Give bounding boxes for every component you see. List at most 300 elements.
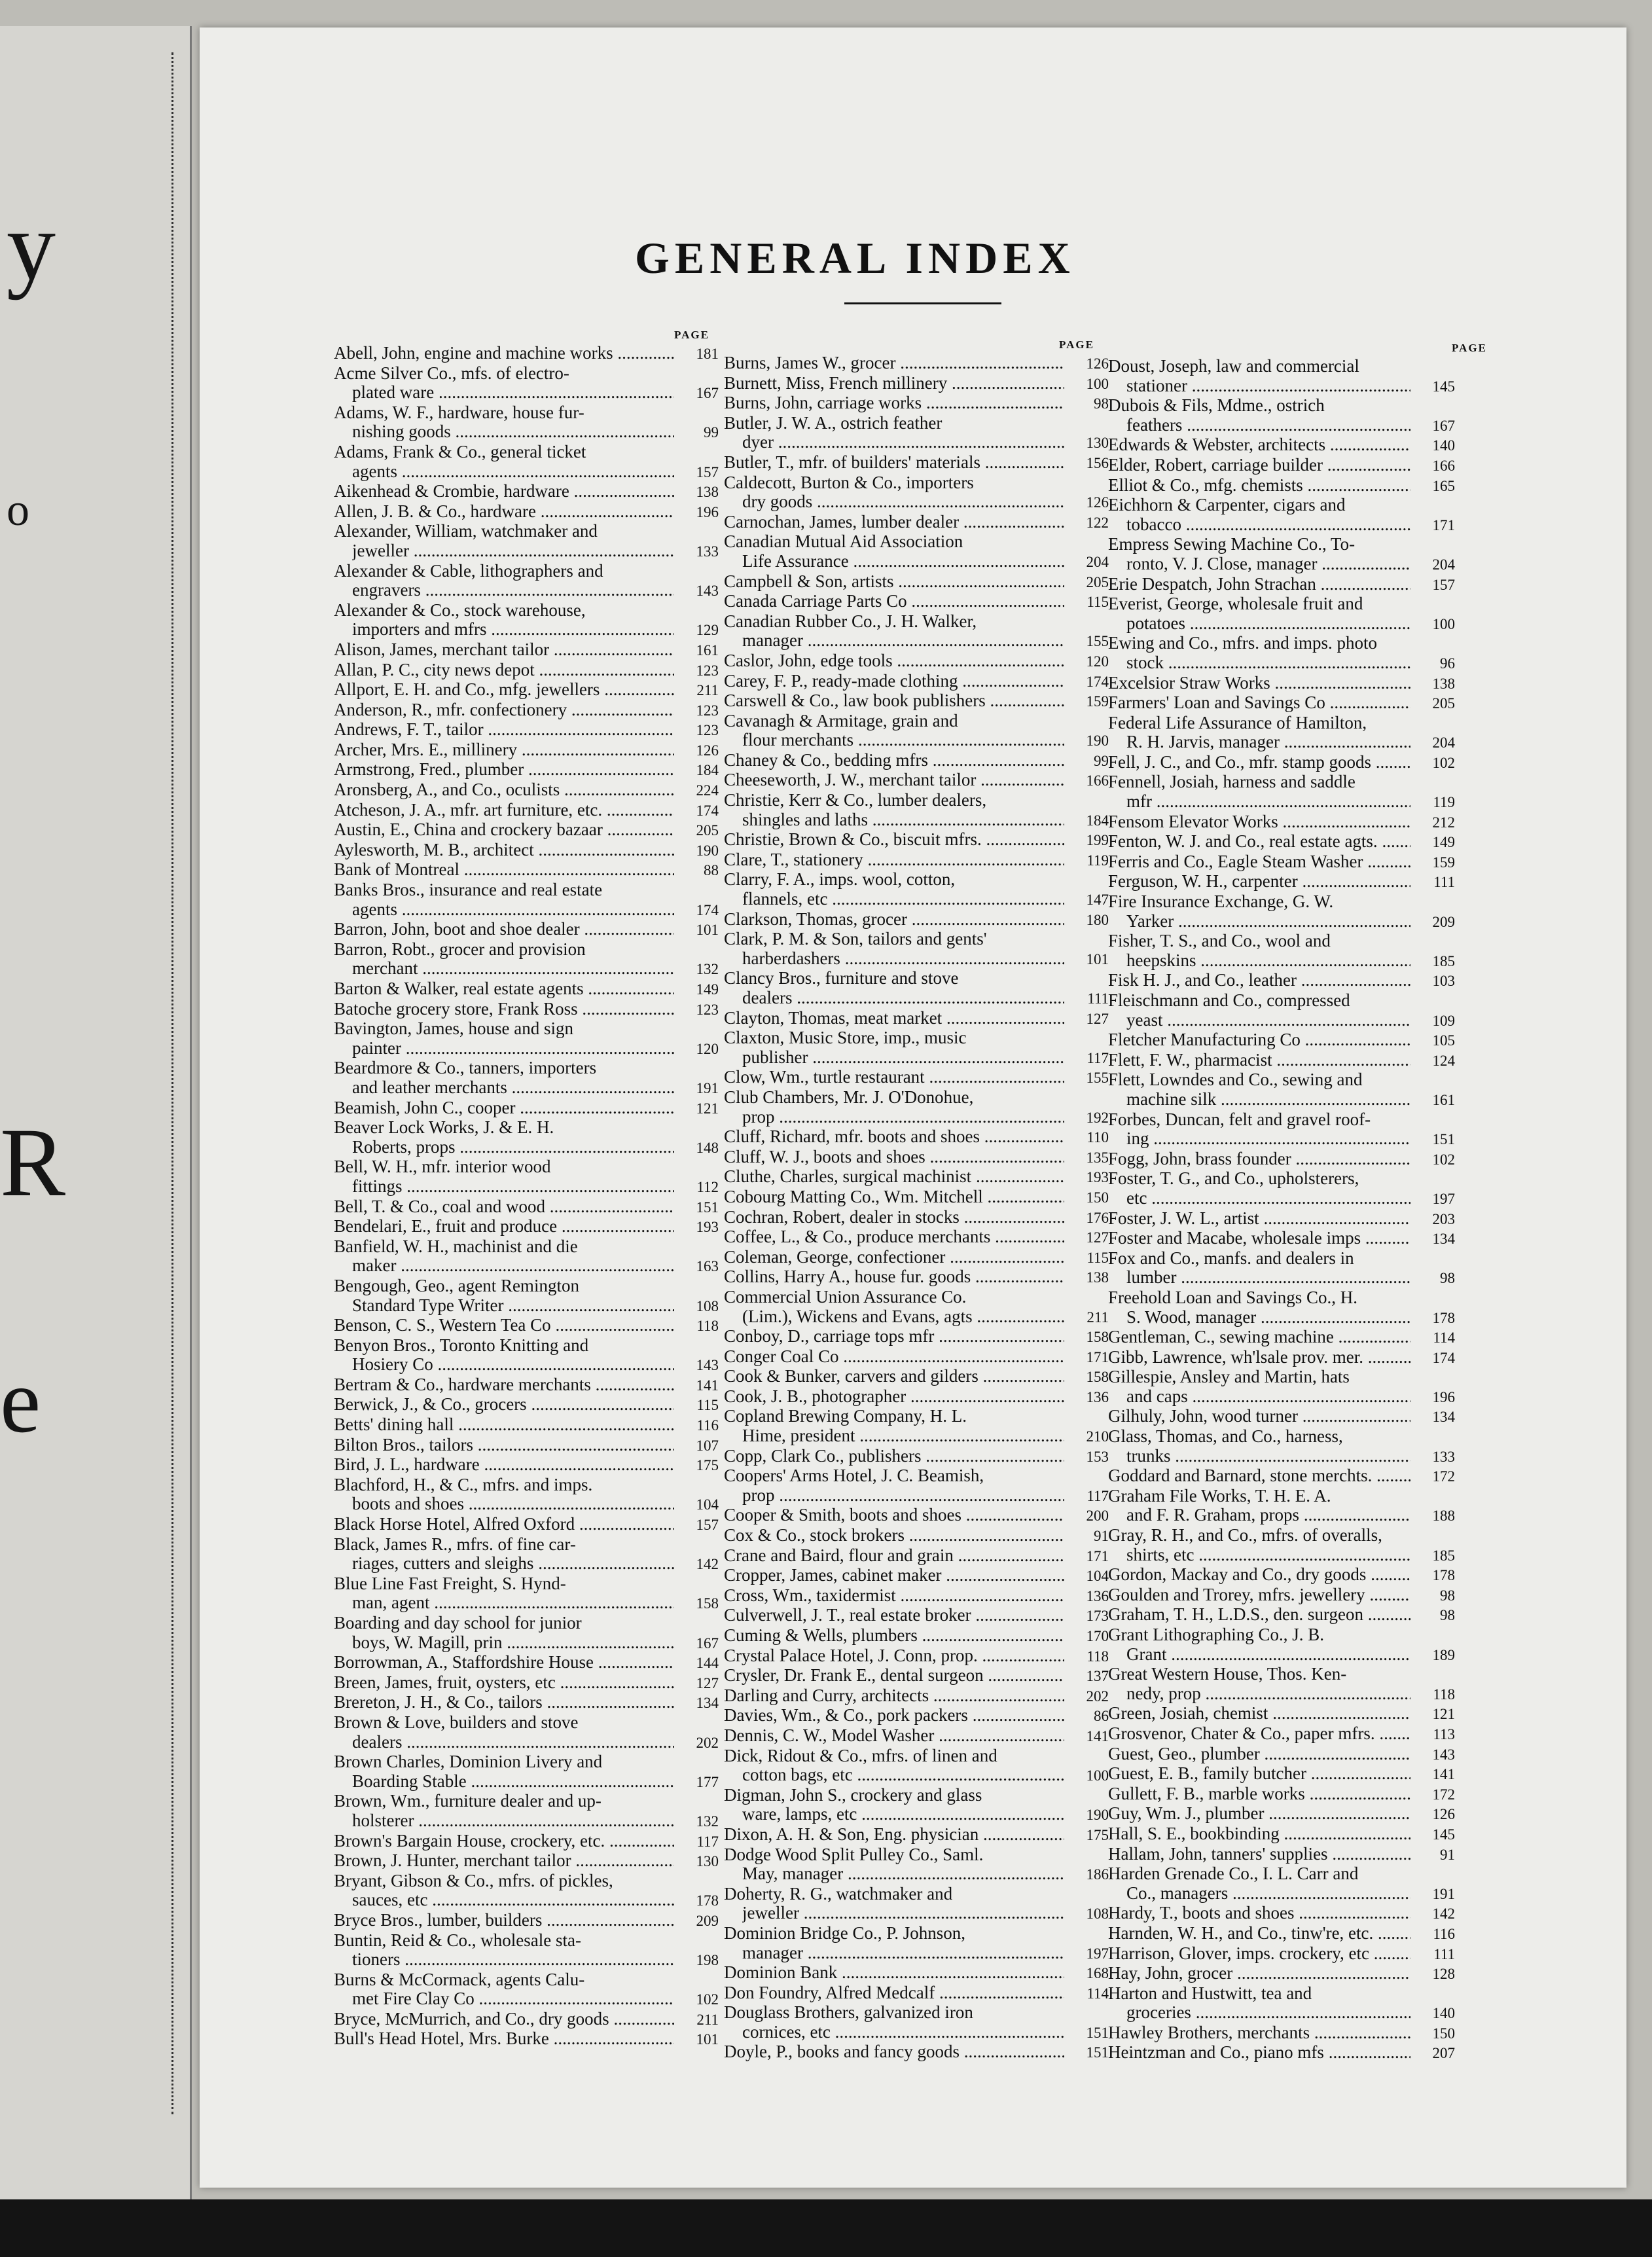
index-entry <box>1108 435 1455 456</box>
entry-name: Empress Sewing Machine Co., To- <box>1108 534 1356 554</box>
index-entry <box>334 1138 719 1158</box>
entry-name: Fleischmann and Co., compressed <box>1108 990 1350 1010</box>
entry-name: Bengough, Geo., agent Remington <box>334 1275 579 1295</box>
entry-name: Caslor, John, edge tools ..... <box>724 651 1064 671</box>
entry-name: Dodge Wood Split Pulley Co., Saml. <box>724 1844 984 1864</box>
entry-name: Cook, J. B., photographer ..... <box>724 1387 1064 1407</box>
entry-page-number: 196 <box>696 503 719 520</box>
entry-name: Ewing and Co., mfrs. and imps. photo <box>1108 633 1377 653</box>
index-entry <box>334 780 719 801</box>
entry-page-number: 175 <box>1086 1826 1109 1843</box>
entry-page-number: 185 <box>1432 1547 1455 1564</box>
index-entry <box>334 1256 719 1276</box>
entry-page-number: 156 <box>1086 454 1109 471</box>
entry-name: boots and shoes ..... <box>352 1494 674 1514</box>
entry-name: Claxton, Music Store, imp., music <box>724 1028 967 1048</box>
entry-name: Hallam, John, tanners' supplies ..... <box>1108 1845 1410 1864</box>
entry-name: prop ..... <box>742 1108 1064 1127</box>
entry-name: Burns & McCormack, agents Calu- <box>334 1969 585 1989</box>
index-entry <box>724 1327 1109 1347</box>
index-entry <box>1108 1268 1455 1288</box>
entry-page-number: 151 <box>696 1199 719 1216</box>
index-entry <box>334 2029 719 2049</box>
entry-page-number: 112 <box>696 1178 719 1195</box>
entry-page-number: 159 <box>1086 693 1109 710</box>
index-entry <box>334 1851 719 1871</box>
index-entry <box>724 1288 1109 1307</box>
index-entry <box>724 353 1109 374</box>
entry-name: Dominion Bank ..... <box>724 1963 1064 1983</box>
entry-name: Adams, W. F., hardware, house fur- <box>334 402 584 422</box>
entry-page-number: 153 <box>1086 1448 1109 1465</box>
entry-name: Beaver Lock Works, J. & E. H. <box>334 1117 554 1138</box>
index-entry <box>1108 1585 1455 1606</box>
entry-page-number: 99 <box>1094 752 1109 769</box>
entry-page-number: 96 <box>1440 655 1455 672</box>
index-entry <box>1108 1964 1455 1984</box>
entry-name: shingles and laths ..... <box>742 810 1064 830</box>
entry-name: and caps ..... <box>1126 1387 1410 1407</box>
entry-name: Ferris and Co., Eagle Steam Washer ..... <box>1108 852 1410 872</box>
entry-page-number: 127 <box>1086 1229 1109 1246</box>
index-entry <box>1108 931 1455 951</box>
entry-page-number: 171 <box>1432 516 1455 533</box>
entry-name: Canadian Mutual Aid Association <box>724 532 963 552</box>
entry-name: Gordon, Mackay and Co., dry goods ..... <box>1108 1565 1410 1585</box>
entry-name: ing ..... <box>1126 1129 1410 1149</box>
entry-page-number: 115 <box>1086 594 1109 611</box>
entry-name: Co., managers ..... <box>1126 1884 1410 1904</box>
entry-name: Hardy, T., boots and shoes ..... <box>1108 1904 1410 1923</box>
entry-page-number: 155 <box>1086 633 1109 650</box>
entry-page-number: 116 <box>1433 1925 1455 1942</box>
index-entry <box>724 1108 1109 1128</box>
entry-name: Club Chambers, Mr. J. O'Donohue, <box>724 1087 974 1107</box>
index-entry <box>724 552 1109 572</box>
entry-page-number: 138 <box>696 484 719 501</box>
index-entry <box>334 1931 719 1951</box>
entry-name: Coleman, George, confectioner ..... <box>724 1248 1064 1267</box>
index-entry <box>1108 1704 1455 1724</box>
entry-name: Yarker ..... <box>1126 912 1410 931</box>
entry-name: Buntin, Reid & Co., wholesale sta- <box>334 1930 581 1950</box>
entry-page-number: 212 <box>1432 814 1455 831</box>
index-entry <box>334 601 719 621</box>
index-entry <box>334 422 719 442</box>
index-entry <box>1108 1129 1455 1149</box>
index-entry <box>1108 456 1455 476</box>
page-column-header: PAGE <box>1059 338 1094 351</box>
index-entry <box>724 631 1109 651</box>
entry-name: cotton bags, etc ..... <box>742 1765 1064 1785</box>
entry-name: Beardmore & Co., tanners, importers <box>334 1058 597 1078</box>
entry-name: Abell, John, engine and machine works ..... <box>334 344 674 363</box>
entry-name: Blue Line Fast Freight, S. Hynd- <box>334 1573 566 1593</box>
entry-name: Bank of Montreal ..... <box>334 860 674 880</box>
entry-name: Goddard and Barnard, stone merchts. ..... <box>1108 1466 1410 1486</box>
entry-name: Cluthe, Charles, surgical machinist ..... <box>724 1167 1064 1187</box>
index-entry <box>1108 1665 1455 1684</box>
entry-name: Fogg, John, brass founder ..... <box>1108 1149 1410 1169</box>
entry-name: Clow, Wm., turtle restaurant ..... <box>724 1068 1064 1087</box>
entry-page-number: 134 <box>1432 1231 1455 1248</box>
entry-name: Great Western House, Thos. Ken- <box>1108 1664 1347 1684</box>
index-entry <box>1108 1984 1455 2004</box>
entry-page-number: 100 <box>1086 375 1109 392</box>
entry-name: Brown's Bargain House, crockery, etc. ..... <box>334 1832 674 1851</box>
index-entry <box>724 1367 1109 1387</box>
entry-name: Life Assurance ..... <box>742 552 1064 571</box>
entry-name: etc ..... <box>1126 1189 1410 1208</box>
entry-name: Betts' dining hall ..... <box>334 1415 674 1435</box>
index-entry <box>724 1048 1109 1068</box>
entry-page-number: 168 <box>1086 1965 1109 1982</box>
index-entry <box>724 1526 1109 1546</box>
entry-name: Armstrong, Fred., plumber ..... <box>334 760 674 780</box>
entry-page-number: 174 <box>696 901 719 918</box>
entry-name: Crysler, Dr. Frank E., dental surgeon ..... <box>724 1666 1064 1686</box>
entry-name: mfr ..... <box>1126 792 1410 812</box>
index-entry <box>724 969 1109 988</box>
entry-page-number: 135 <box>1086 1149 1109 1166</box>
entry-page-number: 102 <box>1432 754 1455 771</box>
entry-page-number: 158 <box>1086 1369 1109 1386</box>
entry-name: manager ..... <box>742 631 1064 651</box>
index-entry <box>724 532 1109 552</box>
entry-name: Fisk H. J., and Co., leather ..... <box>1108 971 1410 990</box>
entry-page-number: 166 <box>1086 772 1109 789</box>
entry-page-number: 113 <box>1433 1725 1455 1742</box>
index-entry <box>334 1118 719 1138</box>
entry-page-number: 149 <box>696 981 719 998</box>
index-entry <box>724 1248 1109 1268</box>
entry-page-number: 124 <box>1432 1052 1455 1069</box>
facing-page-fragment: R <box>0 1108 66 1217</box>
entry-page-number: 205 <box>1086 573 1109 590</box>
index-entry <box>334 1019 719 1039</box>
entry-page-number: 118 <box>1433 1686 1455 1703</box>
entry-name: Goulden and Trorey, mfrs. jewellery ..... <box>1108 1585 1410 1605</box>
entry-page-number: 174 <box>1086 673 1109 690</box>
entry-page-number: 118 <box>696 1318 719 1335</box>
index-entry <box>334 640 719 660</box>
index-entry <box>334 1673 719 1693</box>
entry-page-number: 209 <box>1432 913 1455 930</box>
entry-name: Roberts, props ..... <box>352 1138 674 1157</box>
index-entry <box>724 949 1109 969</box>
entry-name: Green, Josiah, chemist ..... <box>1108 1704 1410 1724</box>
index-entry <box>334 920 719 940</box>
index-entry <box>724 910 1109 930</box>
index-entry <box>724 1864 1109 1885</box>
index-entry <box>334 1098 719 1119</box>
index-entry <box>1108 575 1455 595</box>
entry-name: R. H. Jarvis, manager ..... <box>1126 732 1410 752</box>
entry-name: agents ..... <box>352 900 674 920</box>
index-entry <box>334 541 719 562</box>
index-entry <box>334 1415 719 1435</box>
index-entry <box>334 1733 719 1753</box>
entry-name: Harden Grenade Co., I. L. Carr and <box>1108 1864 1359 1884</box>
entry-page-number: 115 <box>1086 1249 1109 1266</box>
entry-name: Cook & Bunker, carvers and gilders ..... <box>724 1367 1064 1386</box>
index-entry <box>334 760 719 780</box>
entry-name: Bird, J. L., hardware ..... <box>334 1455 674 1475</box>
entry-name: Cochran, Robert, dealer in stocks ..... <box>724 1208 1064 1227</box>
entry-name: Cuming & Wells, plumbers ..... <box>724 1626 1064 1646</box>
entry-name: Guy, Wm. J., plumber ..... <box>1108 1804 1410 1824</box>
index-entry <box>1108 1904 1455 1924</box>
index-entry <box>334 1653 719 1673</box>
index-entry <box>1108 1447 1455 1467</box>
index-entry <box>1108 991 1455 1011</box>
entry-name: Atcheson, J. A., mfr. art furniture, etc. ..... <box>334 801 674 820</box>
entry-page-number: 178 <box>696 1892 719 1909</box>
index-entry <box>334 740 719 761</box>
entry-name: Fox and Co., manfs. and dealers in <box>1108 1248 1354 1268</box>
index-entry <box>724 691 1109 712</box>
index-entry <box>334 1989 719 2010</box>
entry-page-number: 116 <box>696 1417 719 1434</box>
entry-name: S. Wood, manager ..... <box>1126 1308 1410 1327</box>
entry-name: Grant Lithographing Co., J. B. <box>1108 1625 1324 1644</box>
entry-name: Black Horse Hotel, Alfred Oxford ..... <box>334 1515 674 1534</box>
entry-page-number: 166 <box>1432 457 1455 474</box>
entry-page-number: 126 <box>696 742 719 759</box>
entry-name: Coopers' Arms Hotel, J. C. Beamish, <box>724 1466 984 1486</box>
index-entry <box>724 1885 1109 1904</box>
entry-page-number: 175 <box>696 1457 719 1474</box>
index-entry <box>1108 971 1455 991</box>
entry-name: Collins, Harry A., house fur. goods ..... <box>724 1267 1064 1287</box>
index-entry <box>1108 832 1455 852</box>
entry-page-number: 190 <box>1086 732 1109 749</box>
entry-name: dry goods ..... <box>742 492 1064 512</box>
index-entry <box>334 1494 719 1515</box>
entry-page-number: 224 <box>696 782 719 799</box>
index-entry <box>334 1157 719 1177</box>
entry-page-number: 127 <box>1086 1010 1109 1027</box>
entry-name: and leather merchants ..... <box>352 1078 674 1098</box>
facing-page-fragment: e <box>0 1350 41 1452</box>
entry-name: and F. R. Graham, props ..... <box>1126 1506 1410 1525</box>
entry-page-number: 145 <box>1432 378 1455 395</box>
entry-name: Cropper, James, cabinet maker ..... <box>724 1566 1064 1585</box>
index-entry <box>724 1387 1109 1407</box>
entry-name: trunks ..... <box>1126 1447 1410 1466</box>
entry-page-number: 123 <box>696 1001 719 1018</box>
index-entry <box>334 1970 719 1990</box>
index-entry <box>724 513 1109 533</box>
entry-name: jeweller ..... <box>742 1904 1064 1923</box>
entry-page-number: 108 <box>1086 1905 1109 1923</box>
index-entry <box>334 1890 719 1911</box>
entry-name: nedy, prop ..... <box>1126 1684 1410 1704</box>
index-entry <box>1108 1189 1455 1209</box>
index-column-3 <box>1108 342 1487 2063</box>
entry-page-number: 143 <box>696 1357 719 1374</box>
index-entry <box>724 492 1109 513</box>
entry-page-number: 157 <box>696 463 719 480</box>
entry-page-number: 128 <box>1432 1966 1455 1983</box>
entry-name: Butler, T., mfr. of builders' materials ..... <box>724 453 1064 473</box>
entry-name: Foster and Macabe, wholesale imps ..... <box>1108 1229 1410 1248</box>
entry-page-number: 155 <box>1086 1070 1109 1087</box>
index-entry <box>334 1614 719 1633</box>
index-entry <box>334 1455 719 1475</box>
entry-page-number: 101 <box>696 2031 719 2048</box>
index-column-2 <box>724 338 1109 2063</box>
entry-page-number: 191 <box>1432 1885 1455 1902</box>
index-entry <box>1108 2023 1455 2044</box>
entry-page-number: 157 <box>1432 576 1455 593</box>
entry-page-number: 130 <box>1086 435 1109 452</box>
index-entry <box>1108 1824 1455 1845</box>
index-entry <box>724 2042 1109 2063</box>
index-entry <box>1108 792 1455 812</box>
index-entry <box>334 1058 719 1078</box>
entry-name: Culverwell, J. T., real estate broker ..... <box>724 1606 1064 1625</box>
entry-page-number: 202 <box>696 1734 719 1751</box>
entry-name: Hay, John, grocer ..... <box>1108 1964 1410 1983</box>
index-entry <box>724 810 1109 831</box>
index-entry <box>334 1593 719 1614</box>
entry-name: feathers ..... <box>1126 416 1410 435</box>
entry-name: harberdashers ..... <box>742 949 1064 969</box>
entry-name: Edwards & Webster, architects ..... <box>1108 435 1410 455</box>
entry-name: Elder, Robert, carriage builder ..... <box>1108 456 1410 475</box>
index-entry <box>334 462 719 482</box>
index-entry <box>1108 1030 1455 1051</box>
entry-name: Gillespie, Ansley and Martin, hats <box>1108 1367 1350 1387</box>
index-entry <box>1108 1784 1455 1805</box>
entry-name: Copp, Clark Co., publishers ..... <box>724 1447 1064 1466</box>
entry-page-number: 149 <box>1432 834 1455 851</box>
entry-page-number: 142 <box>696 1556 719 1573</box>
entry-name: holsterer ..... <box>352 1811 674 1831</box>
index-entry <box>1108 496 1455 515</box>
index-entry <box>1108 693 1455 713</box>
index-entry <box>334 700 719 721</box>
entry-name: Carey, F. P., ready-made clothing ..... <box>724 672 1064 691</box>
index-entry <box>1108 594 1455 614</box>
entry-name: Copland Brewing Company, H. L. <box>724 1406 967 1426</box>
entry-name: boys, W. Magill, prin ..... <box>352 1633 674 1653</box>
entry-page-number: 204 <box>1432 556 1455 573</box>
entry-name: Cavanagh & Armitage, grain and <box>724 710 958 731</box>
entry-page-number: 171 <box>1086 1348 1109 1365</box>
entry-page-number: 102 <box>696 1991 719 2008</box>
entry-page-number: 185 <box>1432 952 1455 969</box>
entry-page-number: 134 <box>696 1695 719 1712</box>
entry-name: Allan, P. C., city news depot ..... <box>334 660 674 680</box>
entry-page-number: 188 <box>1432 1508 1455 1525</box>
entry-name: Fisher, T. S., and Co., wool and <box>1108 931 1331 951</box>
index-entry <box>334 1713 719 1733</box>
entry-page-number: 147 <box>1086 892 1109 909</box>
index-entry <box>724 612 1109 632</box>
entry-name: dealers ..... <box>742 988 1064 1008</box>
entry-name: Banks Bros., insurance and real estate <box>334 880 603 900</box>
entry-page-number: 98 <box>1094 395 1109 412</box>
entry-name: Boarding Stable ..... <box>352 1772 674 1792</box>
entry-name: Grosvenor, Chater & Co., paper mfrs. ..... <box>1108 1724 1410 1744</box>
index-entry <box>334 1554 719 1574</box>
entry-name: Freehold Loan and Savings Co., H. <box>1108 1287 1357 1307</box>
entry-page-number: 173 <box>1086 1608 1109 1625</box>
index-entry <box>1108 1011 1455 1031</box>
entry-name: Guest, Geo., plumber ..... <box>1108 1744 1410 1764</box>
entry-name: Graham, T. H., L.D.S., den. surgeon ..... <box>1108 1605 1410 1625</box>
index-entry <box>1108 1090 1455 1110</box>
entry-page-number: 151 <box>1432 1131 1455 1148</box>
entry-name: Benson, C. S., Western Tea Co ..... <box>334 1316 674 1335</box>
index-entry <box>334 1000 719 1020</box>
entry-name: Bryant, Gibson & Co., mfrs. of pickles, <box>334 1870 613 1890</box>
index-entry <box>1108 912 1455 932</box>
entry-name: Doyle, P., books and fancy goods ..... <box>724 2042 1064 2062</box>
entry-page-number: 172 <box>1432 1786 1455 1803</box>
index-entry <box>334 1475 719 1495</box>
entry-page-number: 158 <box>696 1595 719 1612</box>
entry-name: jeweller ..... <box>352 541 674 561</box>
entry-name: Cheeseworth, J. W., merchant tailor ..... <box>724 770 1064 790</box>
entry-page-number: 107 <box>696 1437 719 1454</box>
entry-name: Carswell & Co., law book publishers ..... <box>724 691 1064 711</box>
index-entry <box>334 820 719 840</box>
entry-page-number: 174 <box>1432 1349 1455 1366</box>
scanner-bed-edge <box>0 2199 1652 2257</box>
index-entry <box>334 1752 719 1772</box>
entry-name: Dixon, A. H. & Son, Eng. physician ..... <box>724 1825 1064 1845</box>
index-entry <box>1108 1526 1455 1545</box>
index-entry <box>1108 1764 1455 1784</box>
index-entry <box>1108 1605 1455 1625</box>
index-entry <box>1108 1387 1455 1407</box>
index-entry <box>1108 1724 1455 1744</box>
entry-name: nishing goods ..... <box>352 422 674 442</box>
entry-page-number: 133 <box>1432 1448 1455 1465</box>
entry-name: potatoes ..... <box>1126 614 1410 634</box>
index-entry <box>1108 1487 1455 1506</box>
entry-name: Fenton, W. J. and Co., real estate agts. ..... <box>1108 832 1410 852</box>
entry-name: Guest, E. B., family butcher ..... <box>1108 1764 1410 1784</box>
entry-page-number: 199 <box>1086 832 1109 849</box>
entry-name: Christie, Kerr & Co., lumber dealers, <box>724 790 987 810</box>
entry-name: Brown, Wm., furniture dealer and up- <box>334 1791 602 1811</box>
index-entry <box>724 890 1109 910</box>
entry-page-number: 117 <box>1086 1487 1109 1504</box>
index-entry <box>334 1336 719 1356</box>
entry-name: Burns, James W., grocer ..... <box>724 353 1064 373</box>
index-entry <box>724 1943 1109 1964</box>
entry-page-number: 136 <box>1086 1587 1109 1604</box>
entry-page-number: 120 <box>1086 653 1109 670</box>
index-entry <box>1108 1545 1455 1566</box>
entry-name: yeast ..... <box>1126 1011 1410 1030</box>
entry-name: maker ..... <box>352 1256 674 1276</box>
entry-name: Everist, George, wholesale fruit and <box>1108 594 1363 614</box>
entry-page-number: 161 <box>696 641 719 659</box>
entry-name: Cobourg Matting Co., Wm. Mitchell ..... <box>724 1187 1064 1207</box>
index-entry <box>334 1355 719 1375</box>
entry-name: Elliot & Co., mfg. chemists ..... <box>1108 476 1410 496</box>
index-entry <box>724 1706 1109 1726</box>
entry-name: May, manager ..... <box>742 1864 1064 1884</box>
index-entry <box>334 1772 719 1792</box>
entry-page-number: 101 <box>1086 950 1109 967</box>
entry-name: Barron, John, boot and shoe dealer ..... <box>334 920 674 939</box>
